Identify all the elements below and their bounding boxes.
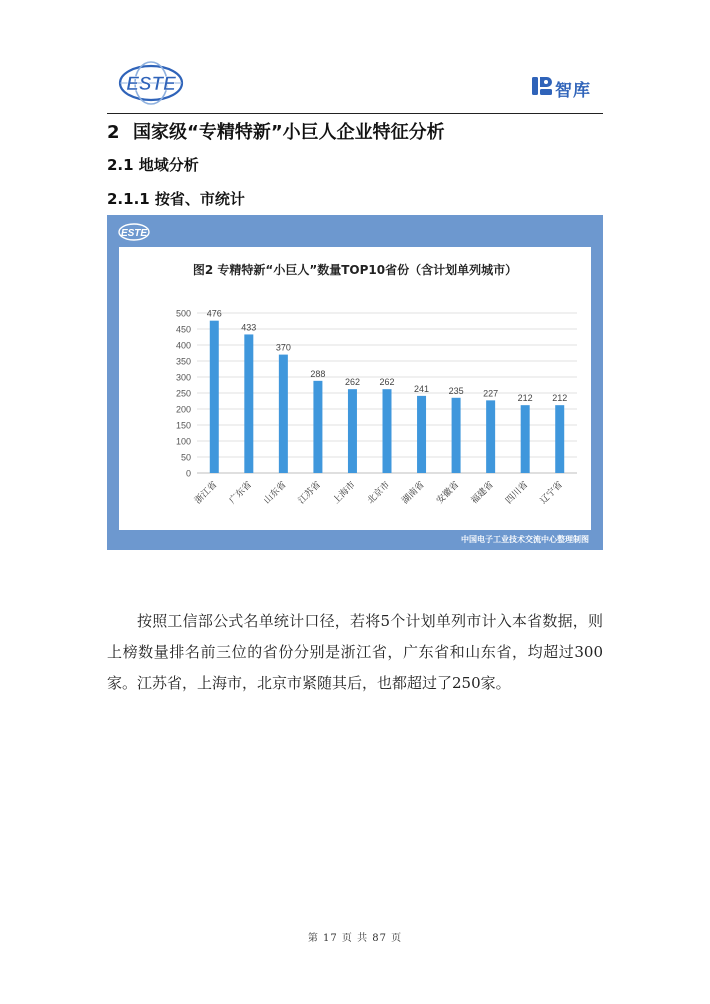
section-heading xyxy=(107,118,445,144)
zhiku-logo-text: 智库 xyxy=(555,81,591,101)
y-tick-label: 150 xyxy=(175,420,191,431)
este-logo-icon xyxy=(117,60,185,106)
section-title: 国家级“专精特新”小巨人企业特征分析 xyxy=(133,122,445,143)
subsection-heading: 2.1 地域分析 xyxy=(107,156,199,174)
data-label: 433 xyxy=(241,322,257,333)
data-label: 288 xyxy=(310,368,326,379)
bar xyxy=(279,355,288,473)
data-label: 370 xyxy=(275,342,291,353)
x-tick-label: 福建省 xyxy=(469,480,496,507)
x-tick-label: 四川省 xyxy=(504,480,531,507)
figure-logo-text: ESTE xyxy=(120,228,148,239)
bar xyxy=(521,405,530,473)
data-label: 476 xyxy=(206,308,222,319)
y-tick-label: 50 xyxy=(180,452,191,463)
x-tick-label: 浙江省 xyxy=(193,480,220,507)
y-tick-label: 350 xyxy=(175,356,191,367)
figure-este-logo-icon xyxy=(117,222,151,242)
x-tick-label: 山东省 xyxy=(262,480,289,507)
chart-title: 图2 专精特新“小巨人”数量TOP10省份（含计划单列城市） xyxy=(192,263,518,277)
data-label: 212 xyxy=(517,393,533,404)
y-tick-label: 100 xyxy=(175,436,191,447)
body-paragraph: 按照工信部公式名单统计口径，若将5个计划单列市计入本省数据，则上榜数量排名前三位的省份分别是浙江省，广东省和山东省，均超过300家。江苏省，上海市，北京市紧随其后，也都超过了250家。 xyxy=(107,612,603,692)
y-tick-label: 0 xyxy=(185,468,191,479)
data-label: 212 xyxy=(552,393,568,404)
data-label: 235 xyxy=(448,385,464,396)
bar xyxy=(452,398,461,473)
y-tick-label: 300 xyxy=(175,372,191,383)
bar xyxy=(486,400,495,473)
section-number: 2 xyxy=(107,122,120,143)
data-label: 227 xyxy=(483,388,499,399)
data-label: 262 xyxy=(379,377,395,388)
x-tick-label: 江苏省 xyxy=(296,480,324,507)
subsubsection-heading: 2.1.1 按省、市统计 xyxy=(107,190,245,208)
bar xyxy=(417,396,426,473)
bar xyxy=(210,321,219,473)
y-tick-label: 450 xyxy=(175,324,191,335)
x-tick-label: 安徽省 xyxy=(435,480,462,507)
header-divider xyxy=(107,113,603,114)
y-tick-label: 250 xyxy=(175,388,191,399)
y-tick-label: 500 xyxy=(175,308,191,319)
y-tick-label: 400 xyxy=(175,340,191,351)
x-tick-label: 湖南省 xyxy=(400,480,427,507)
bar xyxy=(244,334,253,473)
chart-figure xyxy=(107,215,603,550)
bar xyxy=(348,389,357,473)
este-logo-text: ESTE xyxy=(126,74,176,95)
zhiku-logo xyxy=(531,74,603,100)
y-tick-label: 200 xyxy=(175,404,191,415)
page-number: 第 17 页 共 87 页 xyxy=(307,933,403,944)
x-tick-label: 北京市 xyxy=(365,480,393,507)
bar xyxy=(313,381,322,473)
x-tick-label: 辽宁省 xyxy=(538,480,565,507)
x-tick-label: 上海市 xyxy=(331,480,358,507)
data-label: 262 xyxy=(344,377,360,388)
bar-chart xyxy=(119,247,591,530)
bar xyxy=(383,389,392,473)
chart-panel xyxy=(119,247,591,530)
data-label: 241 xyxy=(414,383,430,394)
x-tick-label: 广东省 xyxy=(227,480,254,507)
zhiku-logo-icon xyxy=(531,74,553,98)
bar xyxy=(555,405,564,473)
chart-source: 中国电子工业技术交流中心整理制图 xyxy=(461,535,589,544)
